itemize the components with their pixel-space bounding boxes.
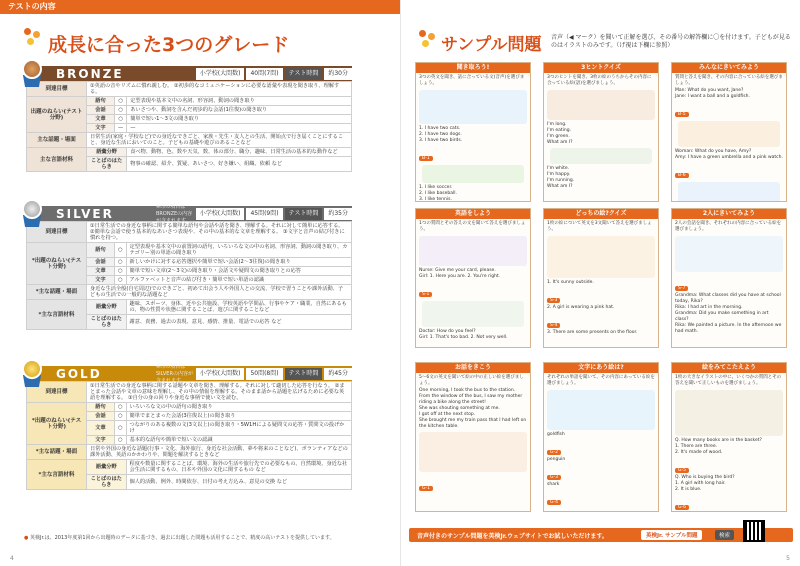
row-text: ①日常生活での身近な事柄に関する簡単な語句や会話や話を聞き、理解する。それに対して簡単に応答する。 ②簡単な会話で使う基本的なあいさつ表現や、その中の基本的な文章を理解する。 ③文字と音声の結び付きに慣れを持つ。	[87, 222, 352, 243]
grade-time-label: テスト時間	[285, 368, 323, 380]
grade-silver	[26, 206, 352, 330]
grade-note: ※印の項目はBRONZEの内容が含まれます。	[156, 204, 193, 224]
sub-mark: ○	[115, 243, 127, 258]
hint-line: I'm green.	[547, 134, 570, 139]
grade-count: 40問(7問)	[246, 68, 282, 80]
sub-name: 文章	[87, 421, 115, 436]
dialogue-line: Nurse: Give me your card, please.	[419, 268, 496, 273]
right-page	[400, 0, 800, 566]
search-button[interactable]: 検索	[715, 530, 734, 540]
option-line: 2. I like baseball.	[419, 191, 457, 196]
aquarium-illustration	[547, 390, 655, 430]
option-line: 1. I like soccer.	[419, 185, 453, 190]
dialogue-line: Grandma: Did you make something in art class?	[675, 311, 769, 322]
sub-text: 個人的活動、例外、時間依存、日付の考え方込み、意見の交換 など	[126, 475, 351, 490]
answer-label: G-1	[419, 486, 433, 491]
grade-note: ※印の項目はSILVERの内容が含まれます。	[156, 364, 193, 384]
answer-label: G-6	[675, 505, 689, 510]
sub-name: 文字	[87, 276, 115, 285]
row-head: *出題のねらい(テスト分野)	[27, 403, 87, 445]
option-line: 3. I have two birds.	[419, 138, 463, 143]
row-head: *主な話題・場面	[27, 285, 87, 300]
dialogue-line: Girl: 1. That's too bad. 2. Not very well.	[419, 335, 508, 340]
panel-instructions: 1枚の大きなイラストの中に、いくつかの質問とその答えを聞いて正しいものを選びましょう。	[675, 375, 782, 386]
sub-text: 定型表現や基本文中の前置詞の語句、いろいろな文の中の名詞、形容詞、動詞の聞き取り、カテゴリー別の単語の聞き取り	[126, 243, 351, 258]
answer-label: S-7	[675, 286, 688, 291]
sub-name: 会話	[87, 412, 115, 421]
sample-intro: 音声（◀ マーク）を聞いて正解を選び、その番号の解答欄に〇を付けます。子どもが見るのはイラストのみです。（げ視は下欄に参照）	[551, 34, 791, 49]
sub-text: つながりのある複数の文(3文以上)の聞き取り・5W1Hによる疑問文の応答・質問文の投げかけ	[126, 421, 351, 436]
sample-panel	[415, 362, 531, 512]
page-title: 成長に合った3つのグレード	[48, 34, 290, 56]
bus-illustration	[419, 432, 527, 472]
dialogue-line: Man: What do you want, Jane?	[675, 88, 744, 93]
sub-text: 物事の確認、紹介、質疑、あいさつ、好き嫌い、組織、依頼 など	[127, 157, 352, 172]
hint-line: I'm long.	[547, 122, 567, 127]
grade-header	[26, 204, 352, 224]
row-head: 出題のねらい(テスト分野)	[27, 97, 87, 133]
dialogue-line: Rika: I had art in the morning.	[675, 305, 743, 310]
sub-mark: ○	[115, 267, 127, 276]
grade-name: SILVER	[56, 206, 114, 221]
sub-name: ことばのはたらき	[87, 315, 127, 330]
section-band-label: テストの内容	[8, 2, 56, 11]
items-illustration	[678, 182, 780, 202]
sub-text: 定型表現や基本文中の名詞、形容詞、動詞の聞き取り	[127, 97, 352, 106]
row-text: 身近な生活全般(自宅周辺)でのできごと、初めて出会う人や外国人との交流、学校で習うことや課外活動、子どもの生活での一般的な話題など	[87, 285, 352, 300]
grade-time: 約30分	[324, 68, 352, 80]
nurse-illustration	[419, 236, 527, 266]
footnote	[24, 534, 335, 541]
market-illustration	[675, 390, 783, 436]
sub-mark: ○	[115, 436, 127, 445]
animals-illustration-2	[550, 148, 652, 164]
grade-time-label: テスト時間	[285, 208, 323, 220]
sub-text: 簡単で短い1〜3文の聞き取り	[127, 115, 352, 124]
sub-text: いろいろな文の中の語句の聞き取り	[126, 403, 351, 412]
gold-medal-icon	[20, 359, 44, 387]
panel-header: どっちの絵?クイズ	[544, 209, 658, 219]
panel-instructions: 3つの英文を聞き、話に合っている文(音声)を選びましょう。	[419, 75, 525, 86]
sub-mark: ○	[115, 258, 127, 267]
answer-label: G-4	[547, 500, 561, 505]
bronze-medal-icon	[20, 59, 44, 87]
sample-panel	[543, 62, 659, 202]
option-line: 1. A girl with long hair.	[675, 481, 726, 486]
option-line: 2. It's made of wood.	[675, 450, 723, 455]
website-banner	[409, 528, 793, 542]
panel-instructions: 2人の会話を聞き、それぞれの内容に合っている絵を選びましょう。	[675, 221, 782, 232]
banner-text: 音声付きのサンプル問題を英検Jr.ウェブサイトでお試しいただけます。	[417, 533, 608, 540]
word-card: goldfish	[547, 432, 565, 437]
story-line: I got off at the next stop.	[419, 412, 476, 417]
panel-instructions: 1つの質問とその答えの文を聞いて答えを選びましょう。	[419, 221, 526, 232]
sub-name: 文章	[87, 115, 115, 124]
row-head: *出題のねらい(テスト分野)	[27, 243, 87, 285]
sub-name: 会話	[87, 106, 115, 115]
panel-header: 2人にきいてみよう	[672, 209, 786, 219]
option-line: 1. I have two cats.	[419, 126, 461, 131]
grade-bronze	[26, 66, 352, 172]
hint-line: I'm happy.	[547, 172, 571, 177]
footnote-text: 英検Jr.は、2013年度第1回から出題時のデータに基づき、過去に出題した問題も活用することで、精度の高いテストを提供しています。	[29, 535, 335, 541]
panel-header: 3ヒントクイズ	[544, 63, 658, 73]
dialogue-line: Amy: I have a green umbrella and a pink watch.	[675, 155, 783, 160]
sub-name: 文章	[87, 267, 115, 276]
grade-time: 約45分	[324, 368, 352, 380]
sub-name: 会話	[87, 258, 115, 267]
row-text: ①日常生活での身近な事柄に関する話題や文章を聞き、理解する。それに対して適切した応答を行なう。 ②まとまった会話や文章の意味を理解し、その中の情報を理解する。そのまま話から話題を広げるために必要な英語を理解する。 ③自分の身の回りや身近な事柄で使い文を読む。	[87, 382, 352, 403]
sub-text: あいさつや、動詞を含んだ初歩的な会話(1往復)の聞き取り	[127, 106, 352, 115]
row-text: 日常生活(家庭・学校など)での身近なできごと、家族・先生・友人との生活、開始点で行き届くことにすること、身近な生活においてのこと。子どもの基礎や遊びのあることなど	[87, 133, 352, 148]
row-head: *主な言語材料	[27, 300, 87, 330]
sample-panel	[671, 362, 787, 512]
grade-time: 約35分	[324, 208, 352, 220]
row-text: 日常や外国の身近な話題(行事・文化、海外旅行、身近な社会活動、夢や将来のことなど)、ボランティアなどの課外活動、英語のかかわりや、問題を解決するときなど	[87, 445, 352, 460]
panel-header: 文字にあう絵は?	[544, 363, 658, 373]
dialogue-line: Woman: What do you have, Amy?	[675, 149, 752, 154]
sample-panel	[543, 362, 659, 512]
sub-name: 語彙分野	[87, 300, 127, 315]
sub-text: 謝意、責務、過去の表現、意見、感情、推量、電話での応答 など	[126, 315, 351, 330]
option-line: 3. I like tennis.	[419, 197, 452, 202]
answer-label: S-4	[547, 323, 560, 328]
sub-text: アルファベットと音声の結び付き・簡単で短い単語の認識	[126, 276, 351, 285]
question-line: Q. How many books are in the basket?	[675, 438, 762, 443]
sub-text: 程度や数量に関することば、環境、海外の生活や旅行先での必要なもの、自然環境、身近な社会生活に関するもの、日本や外国の文化に関するもの など	[126, 460, 351, 475]
grade-level: 小学校(大問数)	[196, 208, 245, 220]
sample-title: サンプル問題	[441, 35, 542, 55]
sub-mark: ○	[115, 106, 127, 115]
toys-illustration	[678, 121, 780, 147]
row-text: ①英語の音やリズムに慣れ親しむ。 ②初歩的なコミュニケーションに必要な語彙や表現を聞き取り、理解する。	[87, 82, 352, 97]
panel-instructions: 5〜6文の英文を聞いて絵の中の正しい絵を選びましょう。	[419, 375, 524, 386]
dialogue-line: Rika: We painted a picture. In the afternoon we had math.	[675, 323, 782, 334]
row-head: 主な言語材料	[27, 148, 87, 172]
classes-illustration	[675, 236, 783, 272]
dialogue-line: Doctor: How do you feel?	[419, 329, 476, 334]
sample-panel	[415, 208, 531, 348]
sub-text: 簡単でまとまった会話(3往復以上)の聞き取り	[126, 412, 351, 421]
row-head: *主な言語材料	[27, 460, 87, 490]
panel-header: 聞き取ろう!	[416, 63, 530, 73]
hint-line: I'm running.	[547, 178, 575, 183]
title-dots-icon	[419, 30, 439, 50]
sub-mark: ○	[115, 115, 127, 124]
sample-link-button[interactable]: 英検Jr. サンプル問題	[641, 530, 702, 540]
story-line: She brought me my train pass that I had left on the kitchen table.	[419, 418, 527, 429]
row-head: *主な話題・場面	[27, 445, 87, 460]
party-illustration	[547, 236, 655, 278]
bullet-icon: ●	[24, 535, 29, 541]
doctor-illustration	[422, 301, 524, 327]
sub-name: 文字	[87, 124, 115, 133]
grade-table	[26, 81, 352, 172]
answer-label: B-5	[675, 112, 689, 117]
panel-instructions: それぞれの単語を聞いて、その内容にあっている絵を選びましょう。	[547, 375, 655, 386]
answer-label: B-6	[675, 173, 689, 178]
panel-header: 英語をしよう	[416, 209, 530, 219]
dialogue-line: Grandma: What classes did you have at school today, Rika?	[675, 293, 781, 304]
sub-name: ことばのはたらき	[87, 157, 127, 172]
pets-illustration	[419, 90, 527, 124]
sub-name: 語句	[87, 403, 115, 412]
sub-mark: ○	[115, 412, 127, 421]
grade-table	[26, 381, 352, 490]
hint-line: What am I?	[547, 184, 573, 189]
panel-header: みんなにきいてみよう	[672, 63, 786, 73]
sub-name: 語彙分野	[87, 148, 127, 157]
grade-gold	[26, 366, 352, 490]
hint-line: I'm white.	[547, 166, 570, 171]
sample-panel	[543, 208, 659, 348]
silver-medal-icon	[20, 199, 44, 227]
grade-name: GOLD	[56, 366, 102, 381]
option-line: 2. It is blue.	[675, 487, 702, 492]
grade-table	[26, 221, 352, 330]
sports-illustration	[422, 165, 524, 183]
answer-label	[675, 347, 688, 348]
story-line: From the window of the bus, I saw my mother riding a bike along the street!	[419, 394, 523, 405]
word-card: penguin	[547, 457, 566, 462]
sub-mark: ○	[115, 421, 127, 436]
row-head: 到達目標	[27, 222, 87, 243]
grade-header	[26, 364, 352, 384]
sub-text: 趣味、スポーツ、身体、近や公共施設、学校英語や学問品、行事やケア・職業、自然にあるもの、物の性質や状態に関することば、遊びに関することなど	[126, 300, 351, 315]
statement-line: 2. A girl is wearing a pink hat.	[547, 305, 615, 310]
sub-name: 語彙分野	[87, 460, 127, 475]
answer-label: B-1	[419, 156, 433, 161]
grade-header	[26, 66, 352, 81]
row-head: 到達目標	[27, 382, 87, 403]
sub-mark: ○	[115, 276, 127, 285]
panel-instructions: 質問と答えを聞き、その内容に合っている絵を選びましょう。	[675, 75, 783, 86]
sub-text: 簡単で短い文章(2〜3文)の聞き取り・会話文や疑問文の聞き取りとの応答	[126, 267, 351, 276]
statement-line: 3. There are some presents on the floor.	[547, 330, 638, 335]
panel-instructions: 1枚の絵について英文を3文聞いて答えを選びましょう。	[547, 221, 652, 232]
hint-line: I'm eating.	[547, 128, 572, 133]
sample-panel	[671, 62, 787, 202]
sample-panel	[671, 208, 787, 348]
question-line: Q. Who is buying the bird?	[675, 475, 735, 480]
story-line: One morning, I took the bus to the station.	[419, 388, 516, 393]
sub-mark: ○	[115, 403, 127, 412]
sub-text: —	[127, 124, 352, 133]
answer-label: G-3	[547, 475, 561, 480]
sub-text: 基本的な語句や簡単で短い文の認識	[126, 436, 351, 445]
statement-line: 1. It's sunny outside.	[547, 280, 594, 285]
animals-illustration	[547, 90, 655, 120]
sub-name: ことばのはたらき	[87, 475, 127, 490]
panel-header: 絵をみてこたえよう	[672, 363, 786, 373]
sub-text: 新しいかけに対する応答選択や簡単で短い会話(2〜3往復)の聞き取り	[126, 258, 351, 267]
word-card: shark	[547, 482, 560, 487]
sub-name: 文字	[87, 436, 115, 445]
answer-label: S-3	[547, 298, 560, 303]
grade-time-label: テスト時間	[285, 68, 323, 80]
answer-label: G-2	[547, 450, 561, 455]
qr-code-icon	[743, 520, 765, 542]
dialogue-line: Jane: I want a ball and a goldfish.	[675, 94, 750, 99]
grade-name: BRONZE	[56, 66, 124, 81]
option-line: 2. I have two dogs.	[419, 132, 462, 137]
panel-instructions: 3つのヒントを聞き、3枚の絵のうちからその内容に合っている絵(語)を選びましょう。	[547, 75, 652, 86]
grade-level: 小学校(大問数)	[196, 368, 245, 380]
sub-text: 食べ物、動物、色、数や天気、数、体の部分、職分、趣味、日常生活の基本的な動作など	[127, 148, 352, 157]
row-head: 主な話題・場面	[27, 133, 87, 148]
answer-label: S-1	[419, 292, 432, 297]
title-dots-icon	[24, 28, 44, 48]
sub-mark: ○	[115, 97, 127, 106]
sub-name: 語句	[87, 243, 115, 258]
section-band	[0, 0, 400, 14]
grade-count: 50問(8問)	[246, 368, 282, 380]
sub-mark: —	[115, 124, 127, 133]
page-number: 5	[786, 555, 790, 562]
grade-level: 小学校(大問数)	[196, 68, 245, 80]
option-line: 1. There are three.	[675, 444, 718, 449]
story-line: She was shouting something at me.	[419, 406, 500, 411]
sample-panel	[415, 62, 531, 202]
answer-label: G-5	[675, 468, 689, 473]
grade-count: 45問(9問)	[246, 208, 282, 220]
page-number: 4	[10, 555, 14, 562]
row-head: 到達目標	[27, 82, 87, 97]
sub-name: 語句	[87, 97, 115, 106]
hint-line: What am I?	[547, 140, 573, 145]
panel-header: お話をきこう	[416, 363, 530, 373]
dialogue-line: Girl: 1. Here you are. 2. You're right.	[419, 274, 501, 279]
